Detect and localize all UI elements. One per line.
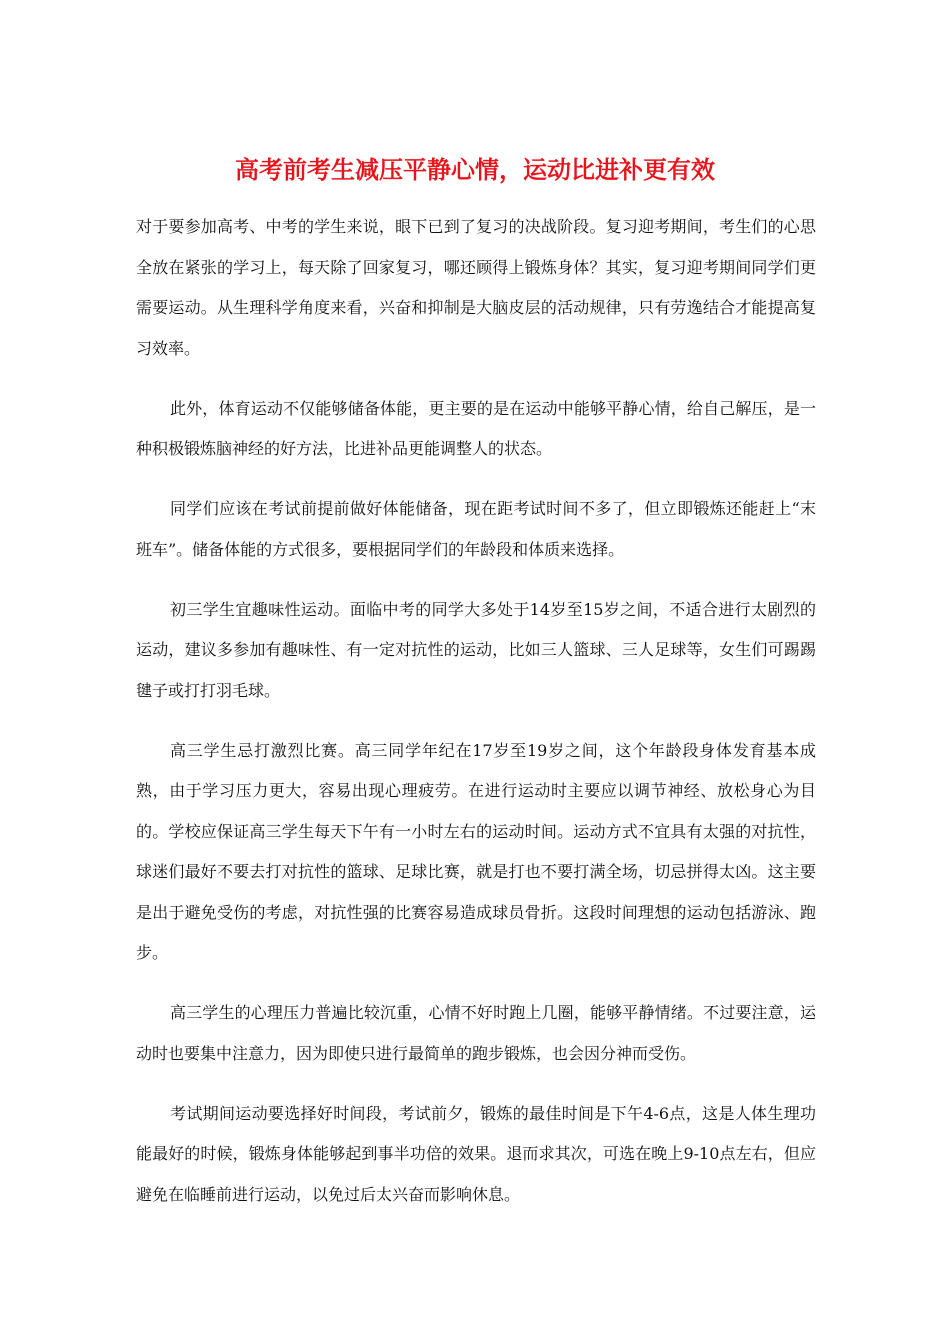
paragraph-grade-twelve: 高三学生忌打激烈比赛。高三同学年纪在17岁至19岁之间，这个年龄段身体发育基本成熟，由于学习压力更大，容易出现心理疲劳。在进行运动时主要应以调节神经、放松身心为目的。学校应保证高三学生每天下午有一小时左右的运动时间。运动方式不宜具有太强的对抗性，球迷们最好不要去打对抗性的篮球、足球比赛，就是打也不要打满全场，切忌拼得太凶。这主要是出于避免受伤的考虑，对抗性强的比赛容易造成球员骨折。这段时间理想的运动包括游泳、跑步。 bbox=[136, 740, 816, 962]
paragraph-preparation: 同学们应该在考试前提前做好体能储备，现在距考试时间不多了，但立即锻炼还能赶上“末班车”。储备体能的方式很多，要根据同学们的年龄段和体质来选择。 bbox=[136, 499, 816, 559]
paragraph-exercise-timing: 考试期间运动要选择好时间段，考试前夕，锻炼的最佳时间是下午4-6点，这是人体生理功能最好的时候，锻炼身体能够起到事半功倍的效果。退而求其次，可选在晚上9-10点左右，但应避免在临睡前进行运动，以免过后太兴奋而影响休息。 bbox=[136, 1103, 816, 1204]
document-body bbox=[136, 207, 816, 1235]
paragraph-benefits: 此外，体育运动不仅能够储备体能，更主要的是在运动中能够平静心情，给自己解压，是一种积极锻炼脑神经的好方法，比进补品更能调整人的状态。 bbox=[136, 398, 816, 458]
paragraph-mental-pressure: 高三学生的心理压力普遍比较沉重，心情不好时跑上几圈，能够平静情绪。不过要注意，运动时也要集中注意力，因为即使只进行最简单的跑步锻炼，也会因分神而受伤。 bbox=[136, 1003, 816, 1063]
paragraph-intro: 对于要参加高考、中考的学生来说，眼下已到了复习的决战阶段。复习迎考期间，考生们的心思全放在紧张的学习上，每天除了回家复习，哪还顾得上锻炼身体？其实，复习迎考期间同学们更需要运动。从生理科学角度来看，兴奋和抑制是大脑皮层的活动规律，只有劳逸结合才能提高复习效率。 bbox=[136, 217, 816, 358]
document-title: 高考前考生减压平静心情，运动比进补更有效 bbox=[235, 156, 715, 184]
paragraph-grade-nine: 初三学生宜趣味性运动。面临中考的同学大多处于14岁至15岁之间，不适合进行太剧烈的运动，建议多参加有趣味性、有一定对抗性的运动，比如三人篮球、三人足球等，女生们可踢踢毽子或打打羽毛球。 bbox=[136, 599, 816, 700]
